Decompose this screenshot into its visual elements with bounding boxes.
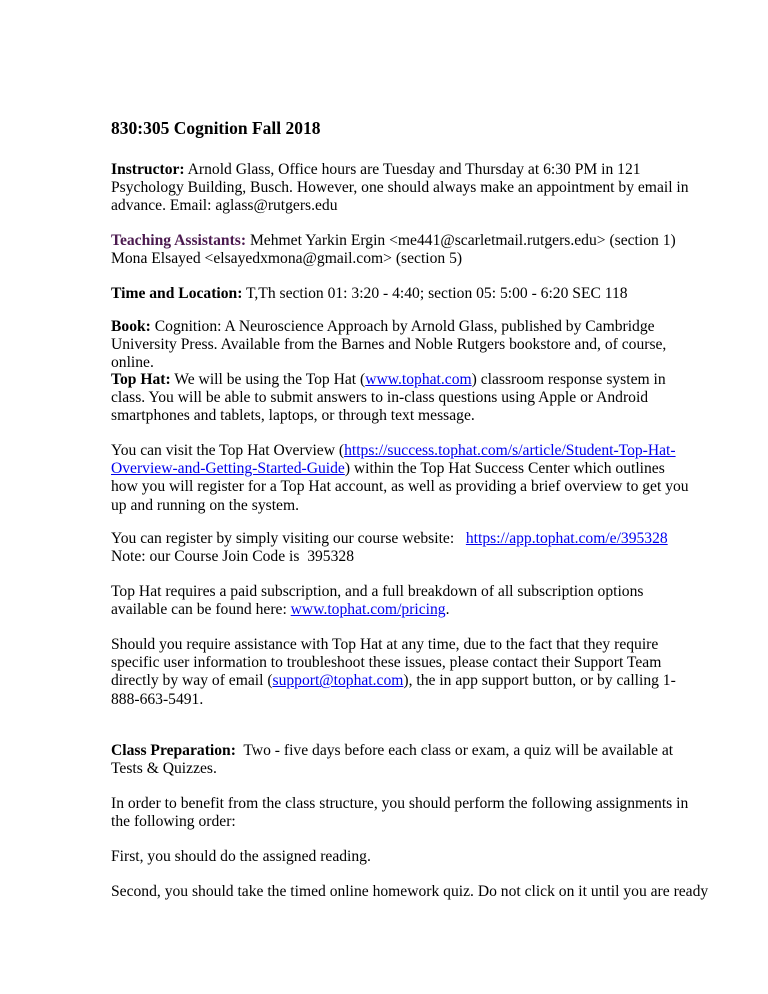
course-website-link[interactable]: https://app.tophat.com/e/395328 xyxy=(465,530,668,547)
ta-line-1: Mehmet Yarkin Ergin <me441@scarletmail.rutgers.edu> (section 1) xyxy=(246,232,676,249)
page-title: 830:305 Cognition Fall 2018 xyxy=(111,118,321,138)
instructor-text: Arnold Glass, Office hours are Tuesday and Thursday at 6:30 PM in 121 Psychology Building, Busch. However, one should always make an appointment by email in advance. Email: aglass@rutgers.edu xyxy=(111,161,689,215)
top-hat-paragraph xyxy=(111,371,693,426)
support-text-before: Should you require assistance with Top Hat at any time, due to the fact that they require specific user information to troubleshoot these issues, please contact their Support Team directly by way of email ( xyxy=(111,636,662,690)
teaching-assistants-paragraph xyxy=(111,232,693,268)
support-email-link[interactable]: support@tophat.com xyxy=(272,672,404,690)
pricing-link[interactable]: www.tophat.com/pricing xyxy=(290,601,446,619)
time-location-text: T,Th section 01: 3:20 - 4:40; section 05: 5:00 - 6:20 SEC 118 xyxy=(242,285,628,302)
second-step-paragraph: Second, you should take the timed online homework quiz. Do not click on it until you are ready xyxy=(111,883,709,900)
time-location-label: Time and Location: xyxy=(111,285,243,302)
ta-line-2: Mona Elsayed <elsayedxmona@gmail.com> (section 5) xyxy=(111,250,463,268)
tophat-link[interactable]: www.tophat.com xyxy=(365,371,472,388)
first-step-paragraph: First, you should do the assigned reading. xyxy=(111,848,371,865)
support-text-after: ), the in app support button, or by calling 1-888-663-5491. xyxy=(111,672,676,708)
register-paragraph xyxy=(111,530,693,566)
subscription-paragraph xyxy=(111,583,693,619)
instructor-label: Instructor: xyxy=(111,161,185,178)
overview-link[interactable]: https://success.tophat.com/s/article/Student-Top-Hat-Overview-and-Getting-Started-Guide xyxy=(111,442,676,478)
top-hat-label: Top Hat: xyxy=(111,371,171,388)
time-location-paragraph xyxy=(111,285,693,303)
register-text: You can register by simply visiting our course website: xyxy=(111,530,466,547)
class-preparation-text: Two - five days before each class or exam, a quiz will be available at Tests & Quizzes. xyxy=(111,742,677,778)
top-hat-text-after: ) classroom response system in class. You will be able to submit answers to in-class questions using Apple or Android smartphones and tablets, laptops, or through text message. xyxy=(111,371,666,425)
subscription-text: Top Hat requires a paid subscription, and a full breakdown of all subscription options available can be found here: xyxy=(111,583,644,619)
overview-paragraph xyxy=(111,442,693,515)
teaching-assistants-label: Teaching Assistants: xyxy=(111,232,247,249)
join-code-note: Note: our Course Join Code is 395328 xyxy=(111,548,354,566)
top-hat-text-before: We will be using the Top Hat ( xyxy=(170,371,366,388)
overview-text-after: ) within the Top Hat Success Center which outlines how you will register for a Top Hat account, as well as providing a brief overview to get you up and running on the system. xyxy=(111,460,689,514)
book-paragraph xyxy=(111,318,693,373)
support-paragraph xyxy=(111,636,693,709)
instructor-paragraph xyxy=(111,161,693,216)
class-preparation-label: Class Preparation: xyxy=(111,742,236,759)
overview-text-before: You can visit the Top Hat Overview ( xyxy=(111,442,345,459)
book-text: Cognition: A Neuroscience Approach by Arnold Glass, published by Cambridge University Press. Available from the Barnes and Noble Rutgers bookstore and, of course, online. xyxy=(111,318,667,372)
subscription-text-after: . xyxy=(445,601,450,619)
order-intro-paragraph: In order to benefit from the class structure, you should perform the following assignments in the following order: xyxy=(111,795,689,831)
class-preparation-paragraph xyxy=(111,742,693,778)
book-label: Book: xyxy=(111,318,151,335)
